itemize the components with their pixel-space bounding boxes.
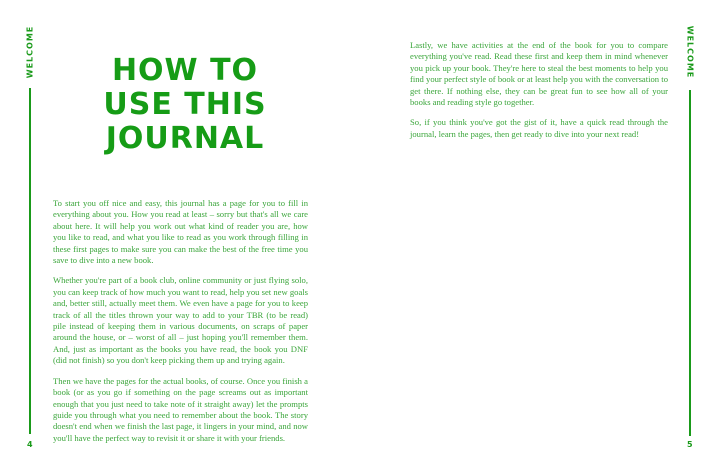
paragraph: Then we have the pages for the actual books, of course. Once you finish a book (or as you go if something on the page screams out as important enough that you just need to take note of it straight away) let the prompts guide you through what you need to remember about the book. The story doesn't end when we finish the last page, it lingers in your mind, and now you'll have the perfect way to revisit it or share it with your friends. (53, 375, 308, 443)
title-line: JOURNAL (105, 121, 265, 156)
vertical-rule (29, 88, 31, 434)
page-number: 4 (27, 440, 33, 449)
paragraph: Lastly, we have activities at the end of the book for you to compare everything you've read. Read these first and keep them in mind whenever you pick up your book. They're here to steal the best moments to help you find your perfect style of book or at least help you with the conversation to get there. If nothing else, they can be great fun to see how all of your books and reading style go together. (410, 40, 668, 108)
page-title (95, 54, 275, 156)
vertical-rule (689, 90, 691, 436)
title-line: HOW TO (111, 53, 259, 88)
section-label: WELCOME (25, 25, 35, 79)
right-page (360, 0, 720, 471)
page-number: 5 (687, 440, 693, 449)
paragraph: So, if you think you've got the gist of it, have a quick read through the journal, learn the pages, then get ready to dive into your next read! (410, 117, 668, 139)
paragraph: To start you off nice and easy, this journal has a page for you to fill in everything about you. How you read at least – sorry but that's all we care about here. It will help you work out what kind of reader you are, how you like to read, and what you like to read as you work through filling in these first pages to make sure you can make the best of the free time you save to dive into a new book. (53, 198, 308, 266)
paragraph: Whether you're part of a book club, online community or just flying solo, you can keep track of how much you want to read, help you set new goals and, better still, actually meet them. We even have a page for you to keep track of all the titles thrown your way to add to your TBR (to be read) pile instead of keeping them in various documents, on scraps of paper around the house, or – worst of all – just hoping you'll remember them. And, just as important as the books you have read, the book you DNF (did not finish) so you don't keep picking them up and trying again. (53, 275, 308, 366)
section-label: WELCOME (685, 25, 695, 79)
title-line: USE THIS (103, 87, 267, 122)
body-text (53, 198, 308, 453)
body-text (410, 40, 668, 149)
